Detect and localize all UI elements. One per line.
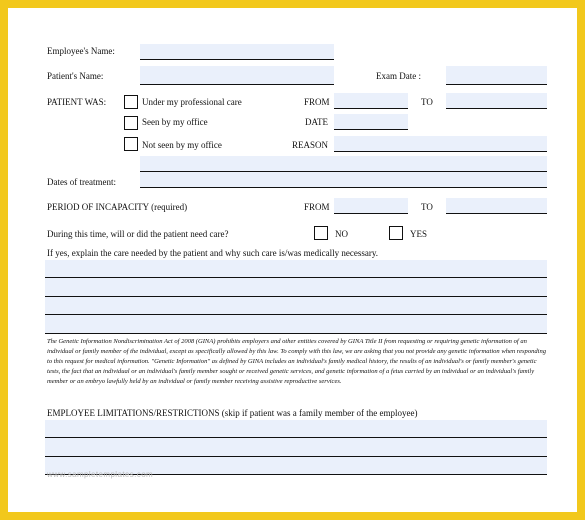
patient-name-field[interactable]: [140, 66, 334, 84]
seen-date-underline: [334, 129, 408, 130]
limitations-field-2[interactable]: [45, 438, 547, 456]
incapacity-label: PERIOD OF INCAPACITY (required): [47, 202, 188, 212]
limitations-field-1[interactable]: [45, 420, 547, 437]
dates-of-treatment-label: Dates of treatment:: [47, 177, 116, 187]
explain-field-3[interactable]: [45, 297, 547, 314]
watermark-url: www.sampletemplates.com: [47, 470, 154, 479]
incapacity-to-label: TO: [421, 202, 433, 212]
care-from-field[interactable]: [334, 93, 408, 108]
not-seen-checkbox[interactable]: [124, 137, 138, 151]
need-care-yes-checkbox[interactable]: [389, 226, 403, 240]
employee-limitations-label: EMPLOYEE LIMITATIONS/RESTRICTIONS (skip if patient was a family member of the employee): [47, 408, 418, 418]
treatment-underline-2: [140, 187, 547, 188]
incapacity-from-label: FROM: [304, 202, 330, 212]
explain-field-2[interactable]: [45, 278, 547, 296]
need-care-yes-label: YES: [410, 229, 428, 239]
care-to-field[interactable]: [446, 93, 547, 108]
date-label: DATE: [305, 117, 328, 127]
to-label: TO: [421, 97, 433, 107]
need-care-question: During this time, will or did the patient need care?: [47, 229, 229, 239]
care-to-underline: [446, 108, 547, 109]
employee-name-field[interactable]: [140, 44, 334, 59]
under-care-label: Under my professional care: [142, 97, 242, 107]
reason-field[interactable]: [334, 136, 547, 151]
incapacity-to-underline: [446, 213, 547, 214]
dates-of-treatment-field[interactable]: [140, 172, 547, 187]
seen-date-field[interactable]: [334, 114, 408, 129]
reason-label: REASON: [292, 140, 329, 150]
exam-date-label: Exam Date :: [376, 71, 421, 81]
gina-notice: The Genetic Information Nondiscrimination Act of 2008 (GINA) prohibits employers and other entities covered by GINA Title II from requesting or requiring genetic information of an individual or family member of the individual, except as specifically allowed by this law. To comply with this law, we are asking that you not provide any genetic information when responding to this request for medical information. "Genetic Information" as defined by GINA includes an individual's family medical history, the results of an individual's or family member's genetic tests, the fact that an individual or an individual's family member sought or received genetic services, and genetic information of a fetus carried by an individual or an individual's family member or an embryo lawfully held by an individual or family member receiving assistive reproductive services.: [47, 338, 547, 385]
employee-name-label: Employee's Name:: [47, 46, 115, 56]
treatment-notes-field[interactable]: [140, 156, 547, 171]
incapacity-to-field[interactable]: [446, 198, 547, 213]
not-seen-label: Not seen by my office: [142, 140, 222, 150]
incapacity-from-field[interactable]: [334, 198, 408, 213]
patient-name-label: Patient's Name:: [47, 71, 104, 81]
explain-field-4[interactable]: [45, 315, 547, 333]
patient-was-label: PATIENT WAS:: [47, 97, 107, 107]
seen-label: Seen by my office: [142, 117, 208, 127]
explain-line-4: [45, 333, 547, 334]
seen-checkbox[interactable]: [124, 116, 138, 130]
patient-name-underline: [140, 84, 334, 85]
need-care-no-label: NO: [335, 229, 348, 239]
exam-date-field[interactable]: [446, 66, 547, 84]
under-care-checkbox[interactable]: [124, 95, 138, 109]
employee-name-underline: [140, 59, 334, 60]
form-page: [8, 8, 577, 512]
need-care-no-checkbox[interactable]: [314, 226, 328, 240]
exam-date-underline: [446, 84, 547, 85]
care-from-underline: [334, 108, 408, 109]
incapacity-from-underline: [334, 213, 408, 214]
reason-underline: [334, 151, 547, 152]
explain-prompt: If yes, explain the care needed by the patient and why such care is/was medically necessary.: [47, 248, 379, 258]
explain-field-1[interactable]: [45, 260, 547, 277]
from-label: FROM: [304, 97, 330, 107]
